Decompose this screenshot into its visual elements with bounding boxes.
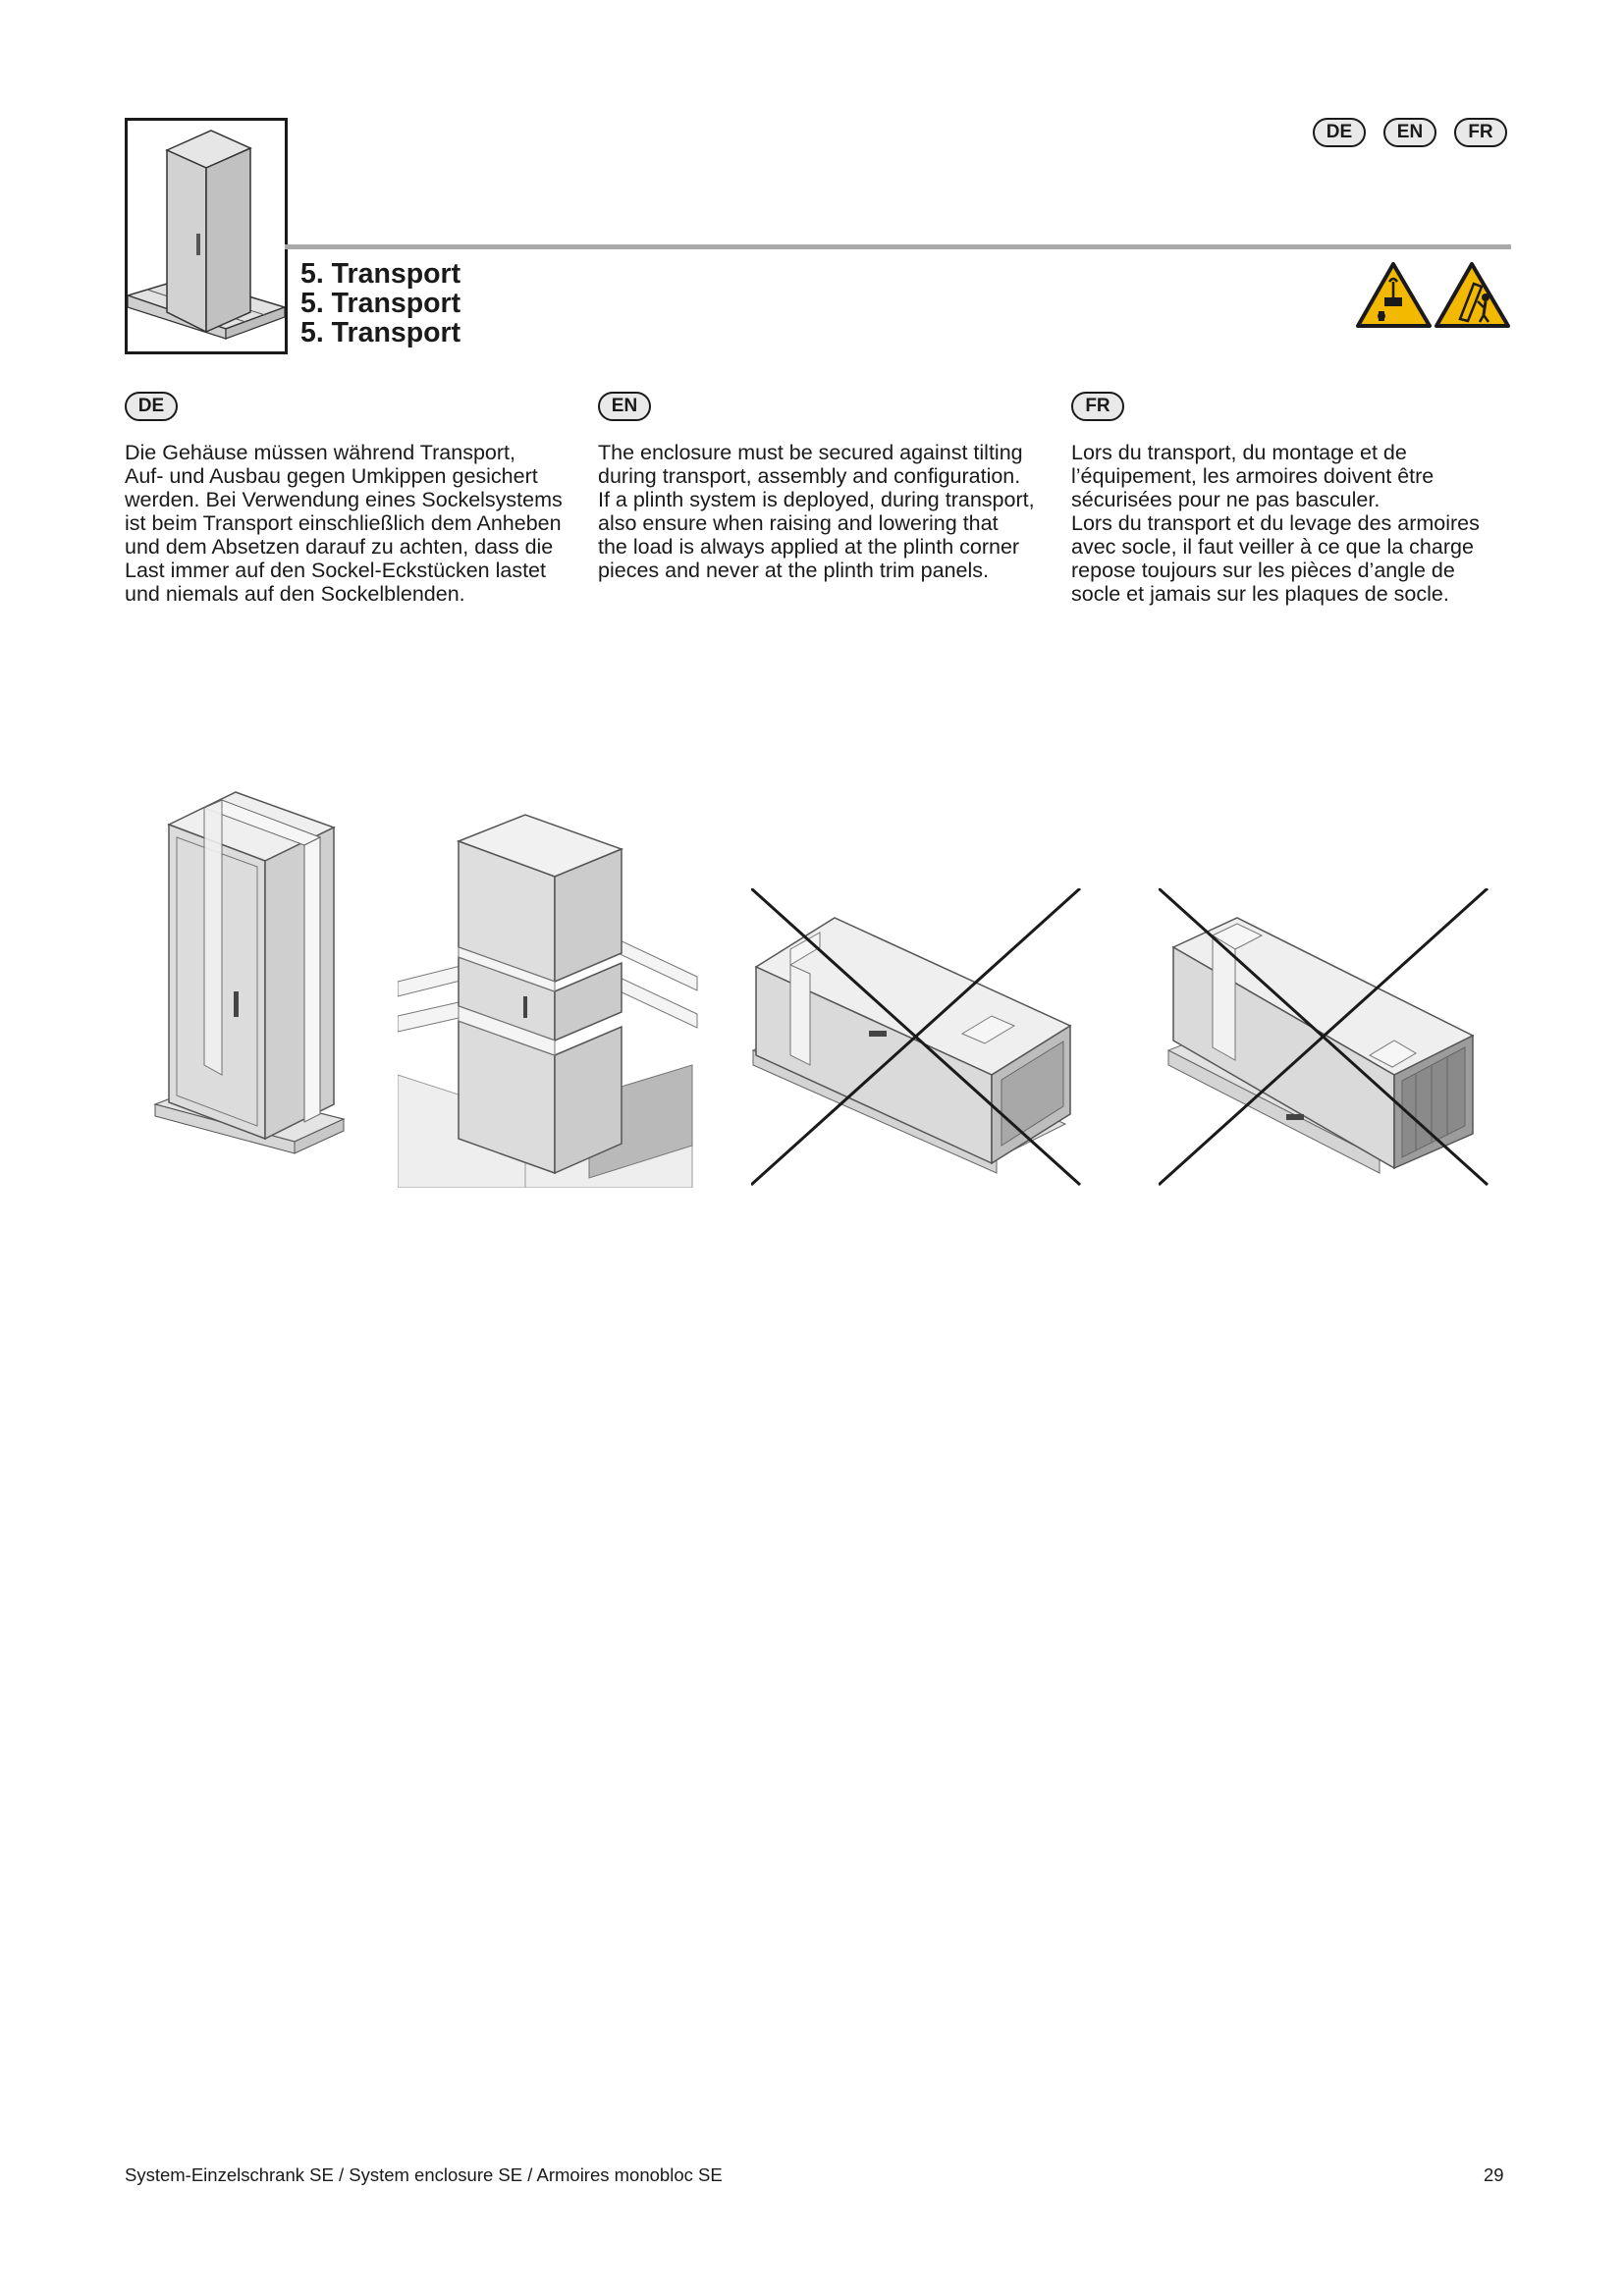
page-number: 29 [1484, 2164, 1504, 2185]
title-line-fr: 5. Transport [300, 317, 461, 348]
lang-pill-en: EN [1383, 118, 1436, 147]
suspended-load-warning-icon [1358, 264, 1430, 326]
column-pill-fr: FR [1071, 392, 1124, 421]
page-title [300, 259, 460, 347]
figure-upright-enclosure [147, 780, 349, 1158]
column-text-fr: Lors du transport, du montage et de l’équipement, les armoires doivent être sécurisées pour ne pas basculer. Lors du transport et du levage des armoires avec socle, il faut veiller à ce que la charge repose toujours sur les pièces d’angle de socle et jamais sur les plaques de socle. [1071, 441, 1480, 606]
figure-lying-enclosure-rear-prohibited [1159, 888, 1492, 1188]
lang-pill-de: DE [1313, 118, 1366, 147]
column-pill-en: EN [598, 392, 651, 421]
figure-enclosure-with-plinth [398, 780, 700, 1188]
warning-icons [1356, 262, 1513, 329]
section-thumbnail [125, 118, 288, 354]
cabinet-on-pallet-illustration [128, 121, 285, 351]
tipping-hazard-warning-icon [1436, 264, 1508, 326]
lang-pill-fr: FR [1454, 118, 1507, 147]
figure-lying-enclosure-prohibited [751, 888, 1085, 1188]
footer-product-line: System-Einzelschrank SE / System enclosure SE / Armoires monobloc SE [125, 2164, 723, 2185]
column-pill-de: DE [125, 392, 178, 421]
column-text-de: Die Gehäuse müssen während Transport, Auf- und Ausbau gegen Umkippen gesichert werden. Bei Verwendung eines Sockelsystems ist beim Transport einschließlich dem Anheben und dem Absetzen darauf zu achten, dass die Last immer auf den Sockel-Eckstücken lastet und niemals auf den Sockelblenden. [125, 441, 563, 606]
title-line-en: 5. Transport [300, 288, 461, 319]
title-line-de: 5. Transport [300, 258, 461, 290]
header-rule [285, 244, 1511, 249]
column-text-en: The enclosure must be secured against tilting during transport, assembly and configuration. If a plinth system is deployed, during transport, also ensure when raising and lowering that the load is always applied at the plinth corner pieces and never at the plinth trim panels. [598, 441, 1035, 582]
